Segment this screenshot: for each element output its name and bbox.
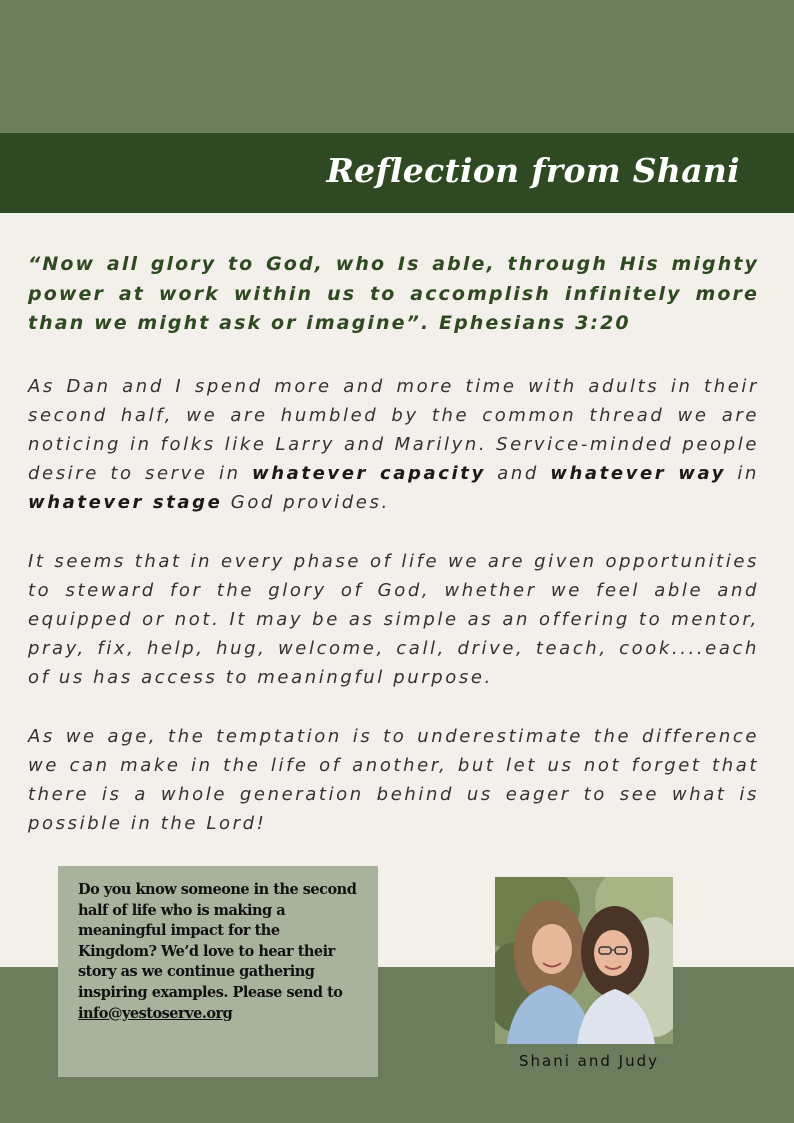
emphasis-way: whatever way [550, 463, 726, 485]
callout-box [58, 866, 378, 1077]
paragraph-1-lead: As Dan and I spend more and more time with adults in their second half, we are humbled by the common thread we are noticing in folks like Larry and Marilyn. Service-minded people desire to serve in [28, 375, 759, 485]
paragraph-1-tail: God provides. [222, 492, 390, 514]
emphasis-stage: whatever stage [28, 492, 223, 514]
email-link[interactable]: info@yestoserve.org [78, 1004, 233, 1022]
page-title: Reflection from Shani [326, 151, 740, 190]
paragraph-1 [28, 372, 759, 518]
callout-text [78, 880, 360, 1024]
photo-caption: Shani and Judy [519, 1052, 659, 1070]
paragraph-3: As we age, the temptation is to underestimate the difference we can make in the life of another, but let us not forget that there is a whole generation behind us eager to see what is possible in the Lord! [28, 725, 759, 835]
article-body [28, 250, 759, 867]
paragraph-1-mid2: in [725, 463, 759, 485]
title-banner [0, 133, 794, 213]
paragraph-1-mid1: and [485, 463, 551, 485]
callout-message: Do you know someone in the second half of life who is making a meaningful impact for the Kingdom? We’d love to hear their story as we continue gathering inspiring examples. Please send to [78, 881, 357, 1001]
photo-illustration [495, 877, 673, 1044]
scripture-quote: “Now all glory to God, who Is able, through His mighty power at work within us to accomplish infinitely more than we might ask or imagine”. Ephesians 3:20 [28, 253, 759, 334]
emphasis-capacity: whatever capacity [252, 463, 486, 485]
header-band [0, 0, 794, 133]
paragraph-2: It seems that in every phase of life we are given opportunities to steward for the glory of God, whether we feel able and equipped or not. It may be as simple as an offering to mentor, pray, fix, help, hug, welcome, call, drive, teach, cook....each of us has access to meaningful purpose. [28, 550, 759, 689]
portrait-photo [495, 877, 673, 1044]
